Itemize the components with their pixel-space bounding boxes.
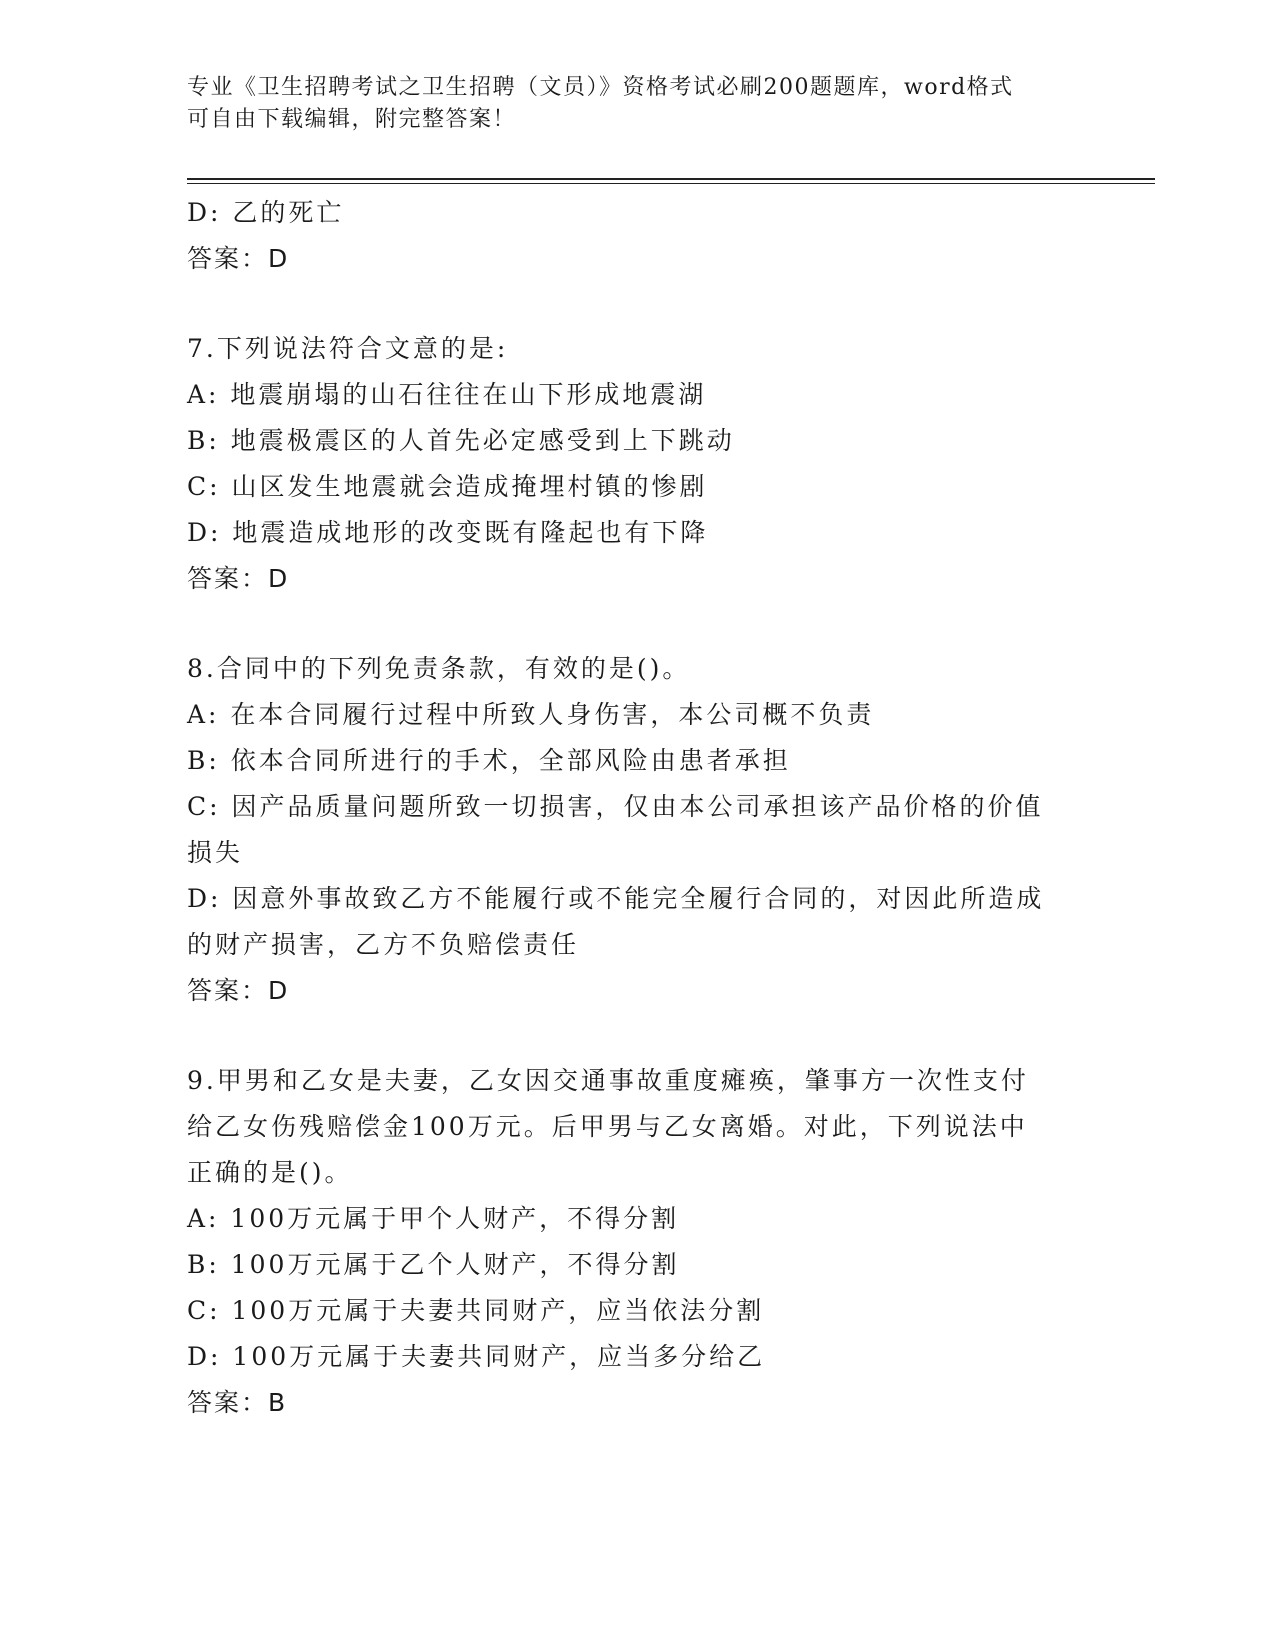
header-line-2: 可自由下载编辑，附完整答案！ — [187, 107, 517, 132]
option-c: C: 山区发生地震就会造成掩埋村镇的惨剧 — [187, 472, 708, 501]
spacer — [187, 282, 1087, 326]
document-header — [187, 72, 1067, 136]
header-rule-thick — [187, 178, 1155, 180]
question-stem-continued: 给乙女伤残赔偿金100万元。后甲男与乙女离婚。对此，下列说法中 — [187, 1112, 1028, 1141]
option-c-continued: 损失 — [187, 838, 244, 867]
option-d-continued: 的财产损害，乙方不负赔偿责任 — [187, 930, 580, 959]
option-a: A: 地震崩塌的山石往往在山下形成地震湖 — [187, 380, 707, 409]
continuation-block — [187, 190, 1087, 282]
spacer — [187, 602, 1087, 646]
option-d: D: 地震造成地形的改变既有隆起也有下降 — [187, 518, 709, 547]
option-a: A: 100万元属于甲个人财产，不得分割 — [187, 1204, 680, 1233]
answer-line: 答案：D — [187, 244, 290, 273]
spacer — [187, 1014, 1087, 1058]
question-content — [187, 190, 1087, 1426]
option-c: C: 100万元属于夫妻共同财产，应当依法分割 — [187, 1296, 765, 1325]
option-b: B: 地震极震区的人首先必定感受到上下跳动 — [187, 426, 735, 455]
option-b: B: 依本合同所进行的手术，全部风险由患者承担 — [187, 746, 791, 775]
question-stem: 9.甲男和乙女是夫妻，乙女因交通事故重度瘫痪，肇事方一次性支付 — [187, 1066, 1029, 1095]
question-7 — [187, 326, 1087, 602]
answer-line: 答案：B — [187, 1388, 288, 1417]
option-c: C: 因产品质量问题所致一切损害，仅由本公司承担该产品价格的价值 — [187, 792, 1044, 821]
option-d: D: 乙的死亡 — [187, 198, 345, 227]
answer-line: 答案：D — [187, 564, 290, 593]
question-9 — [187, 1058, 1087, 1426]
option-d: D: 因意外事故致乙方不能履行或不能完全履行合同的，对因此所造成 — [187, 884, 1045, 913]
question-stem: 7.下列说法符合文意的是: — [187, 334, 509, 363]
question-8 — [187, 646, 1087, 1014]
option-d: D: 100万元属于夫妻共同财产，应当多分给乙 — [187, 1342, 766, 1371]
header-rule-thin — [187, 183, 1155, 184]
header-line-1: 专业《卫生招聘考试之卫生招聘（文员）》资格考试必刷200题题库，word格式 — [187, 75, 1014, 100]
answer-line: 答案：D — [187, 976, 290, 1005]
option-b: B: 100万元属于乙个人财产，不得分割 — [187, 1250, 680, 1279]
option-a: A: 在本合同履行过程中所致人身伤害，本公司概不负责 — [187, 700, 875, 729]
question-stem-continued: 正确的是()。 — [187, 1158, 353, 1187]
question-stem: 8.合同中的下列免责条款，有效的是()。 — [187, 654, 691, 683]
